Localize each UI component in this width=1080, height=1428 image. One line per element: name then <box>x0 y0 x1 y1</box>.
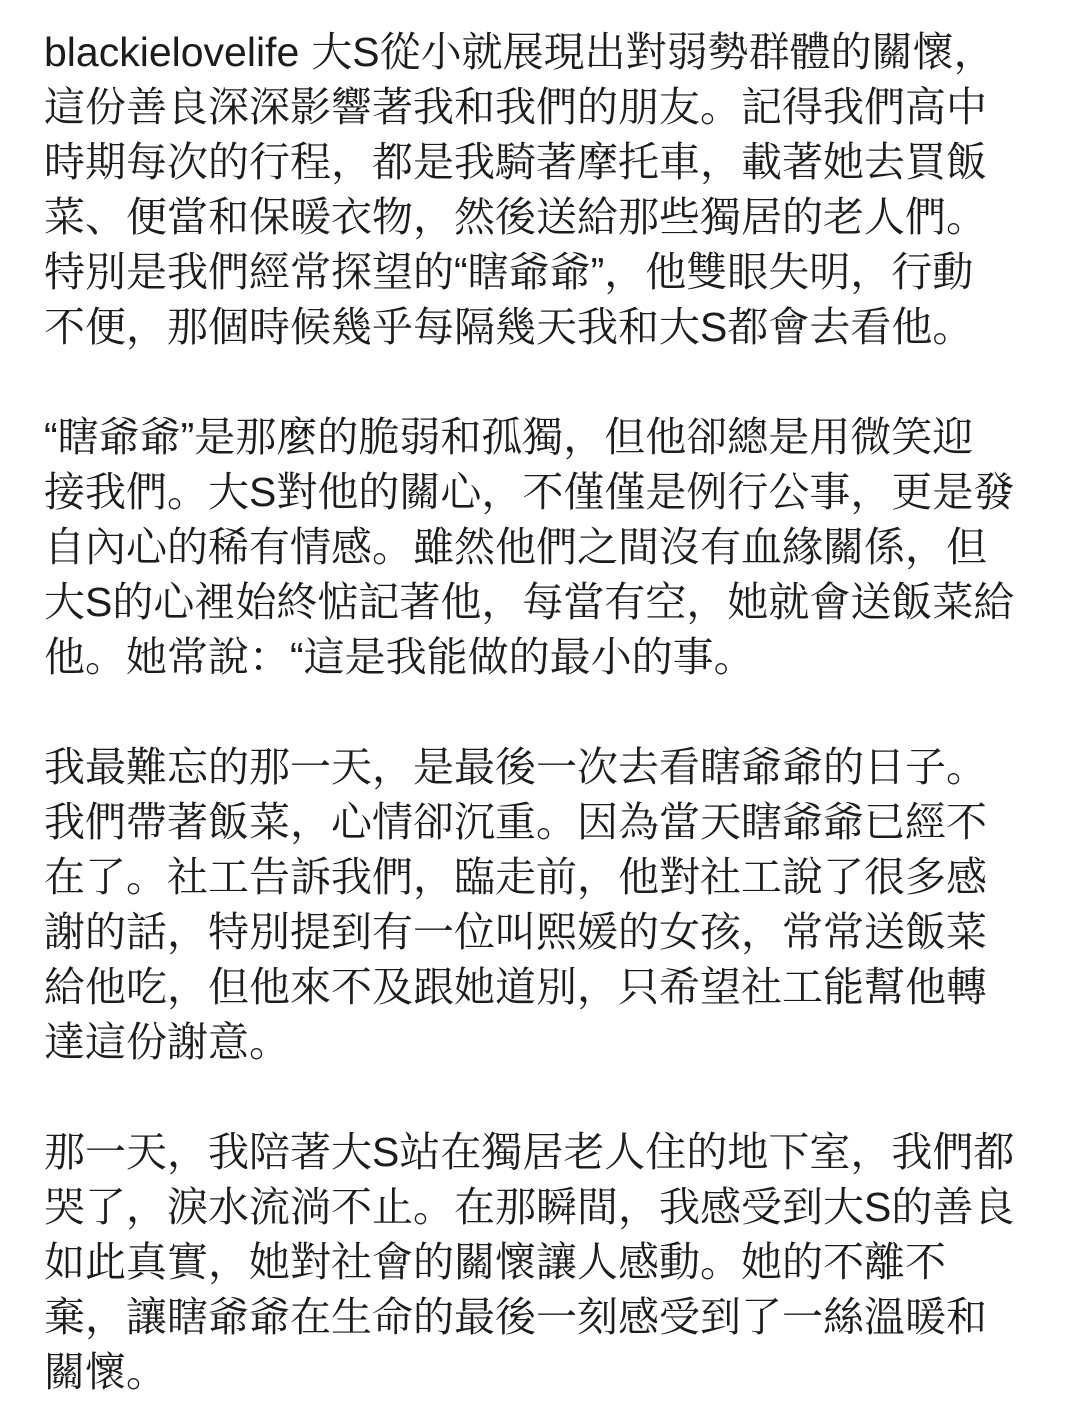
caption-line: 給他吃，但他來不及跟她道別，只希望社工能幫他轉 <box>44 964 987 1010</box>
caption-line: 時期每次的行程，都是我騎著摩托車，載著她去買飯 <box>44 139 987 185</box>
caption-line: 特別是我們經常探望的“瞎爺爺”，他雙眼失明，行動 <box>44 249 974 295</box>
caption-line: 菜、便當和保暖衣物，然後送給那些獨居的老人們。 <box>44 194 987 240</box>
caption-username-link[interactable]: blackielovelife <box>44 29 300 75</box>
caption-line: 大S的心裡始終惦記著他，每當有空，她就會送飯菜給 <box>44 579 1015 625</box>
caption-line: 不便，那個時候幾乎每隔幾天我和大S都會去看他。 <box>44 304 974 350</box>
caption-line-text: 大S從小就展現出對弱勢群體的關懷， <box>311 29 995 75</box>
caption-line: 在了。社工告訴我們，臨走前，他對社工說了很多感 <box>44 854 987 900</box>
caption-line: 棄，讓瞎爺爺在生命的最後一刻感受到了一絲溫暖和 <box>44 1294 987 1340</box>
caption-line: “瞎爺爺”是那麼的脆弱和孤獨，但他卻總是用微笑迎 <box>44 414 974 460</box>
caption-line: 我們帶著飯菜，心情卻沉重。因為當天瞎爺爺已經不 <box>44 799 987 845</box>
caption-paragraph <box>44 740 1060 1070</box>
caption-line: 謝的話，特別提到有一位叫熙媛的女孩，常常送飯菜 <box>44 909 987 955</box>
caption-line: 那一天，我陪著大S站在獨居老人住的地下室，我們都 <box>44 1129 1015 1175</box>
caption-line: 這份善良深深影響著我和我們的朋友。記得我們高中 <box>44 84 987 130</box>
caption-line: 哭了，淚水流淌不止。在那瞬間，我感受到大S的善良 <box>44 1184 1015 1230</box>
caption-line: 自內心的稀有情感。雖然他們之間沒有血緣關係，但 <box>44 524 987 570</box>
caption-line: 如此真實，她對社會的關懷讓人感動。她的不離不 <box>44 1239 946 1285</box>
caption-paragraph <box>44 1125 1060 1400</box>
caption-line: 達這份謝意。 <box>44 1019 290 1065</box>
caption-line: 他。她常說：“這是我能做的最小的事。 <box>44 634 755 680</box>
caption-paragraph <box>44 25 1060 355</box>
caption-line <box>44 25 1060 80</box>
caption-line: 我最難忘的那一天，是最後一次去看瞎爺爺的日子。 <box>44 744 987 790</box>
caption-line: 關懷。 <box>44 1349 167 1395</box>
caption-line: 接我們。大S對他的關心，不僅僅是例行公事，更是發 <box>44 469 1015 515</box>
caption-paragraph <box>44 410 1060 685</box>
